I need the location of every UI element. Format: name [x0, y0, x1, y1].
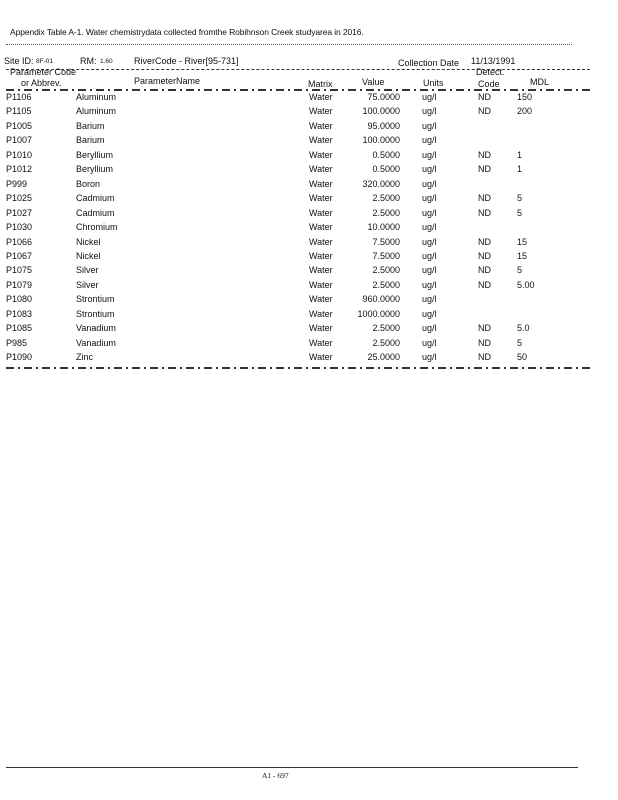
cell-matrix: Water	[309, 207, 333, 218]
cell-detect: ND	[478, 337, 491, 348]
cell-detect: ND	[478, 207, 491, 218]
cell-units: ug/l	[422, 236, 437, 247]
cell-code: P1010	[6, 149, 33, 160]
cell-name: Barium	[76, 135, 105, 146]
footer-rule	[6, 767, 578, 768]
cell-units: ug/l	[422, 106, 437, 117]
cell-code: P999	[6, 178, 28, 189]
col-param-name: ParameterName	[134, 76, 201, 86]
table-row	[0, 251, 618, 266]
cell-code: P1083	[6, 308, 33, 319]
cell-mdl: 5.00	[517, 279, 535, 290]
cell-matrix: Water	[309, 120, 333, 131]
cell-detect: ND	[478, 236, 491, 247]
cell-code: P1066	[6, 236, 33, 247]
cell-detect: ND	[478, 279, 491, 290]
cell-name: Barium	[76, 120, 105, 131]
cell-name: Aluminum	[76, 106, 117, 117]
cell-matrix: Water	[309, 337, 333, 348]
cell-value: 1000.0000	[357, 308, 400, 319]
cell-code: P1007	[6, 135, 33, 146]
table-row	[0, 309, 618, 324]
table-row	[0, 280, 618, 295]
cell-detect: ND	[478, 106, 491, 117]
cell-name: Beryllium	[76, 164, 114, 175]
cell-units: ug/l	[422, 135, 437, 146]
cell-units: ug/l	[422, 352, 437, 363]
page-number: A1 - 697	[262, 771, 289, 780]
cell-detect: ND	[478, 92, 491, 102]
cell-mdl: 5	[517, 265, 523, 276]
cell-code: P1080	[6, 294, 33, 305]
cell-value: 100.0000	[362, 106, 400, 117]
cell-units: ug/l	[422, 120, 437, 131]
col-detect-line2: Code	[478, 79, 500, 89]
table-row	[0, 193, 618, 208]
site-id-value: 8F-01	[36, 58, 53, 65]
cell-name: Zinc	[76, 352, 94, 363]
cell-mdl: 5	[517, 193, 523, 204]
cell-units: ug/l	[422, 193, 437, 204]
table-row	[0, 106, 618, 121]
cell-units: ug/l	[422, 222, 437, 233]
cell-value: 2.5000	[372, 207, 400, 218]
cell-detect: ND	[478, 323, 491, 334]
cell-name: Strontium	[76, 294, 115, 305]
cell-code: P1067	[6, 250, 33, 261]
cell-code: P1079	[6, 279, 33, 290]
cell-matrix: Water	[309, 265, 333, 276]
cell-matrix: Water	[309, 294, 333, 305]
cell-name: Aluminum	[76, 92, 117, 102]
cell-units: ug/l	[422, 308, 437, 319]
cell-code: P1030	[6, 222, 33, 233]
cell-value: 25.0000	[367, 352, 400, 363]
cell-value: 320.0000	[362, 178, 400, 189]
cell-matrix: Water	[309, 178, 333, 189]
cell-name: Boron	[76, 178, 101, 189]
cell-matrix: Water	[309, 164, 333, 175]
table-row	[0, 294, 618, 309]
cell-units: ug/l	[422, 207, 437, 218]
header-divider	[6, 89, 590, 91]
cell-mdl: 5.0	[517, 323, 530, 334]
collection-date-value: 11/13/1991	[471, 56, 516, 66]
cell-detect: ND	[478, 149, 491, 160]
cell-value: 960.0000	[362, 294, 400, 305]
table-row	[0, 92, 618, 107]
cell-matrix: Water	[309, 352, 333, 363]
table-row	[0, 352, 618, 367]
cell-mdl: 200	[517, 106, 533, 117]
cell-value: 2.5000	[372, 323, 400, 334]
cell-name: Cadmium	[76, 207, 115, 218]
cell-units: ug/l	[422, 250, 437, 261]
col-mdl: MDL	[530, 77, 550, 87]
table-bottom-divider	[6, 367, 590, 369]
cell-units: ug/l	[422, 164, 437, 175]
table-row	[0, 164, 618, 179]
cell-name: Beryllium	[76, 149, 114, 160]
table-row	[0, 323, 618, 338]
title-divider	[6, 44, 572, 45]
cell-value: 95.0000	[367, 120, 400, 131]
cell-value: 2.5000	[372, 193, 400, 204]
col-param-code: Parameter Code	[10, 67, 77, 77]
cell-name: Chromium	[76, 222, 118, 233]
cell-value: 75.0000	[367, 92, 400, 102]
table-row	[0, 338, 618, 353]
cell-matrix: Water	[309, 135, 333, 146]
table-row	[0, 265, 618, 280]
cell-detect: ND	[478, 193, 491, 204]
cell-code: P1027	[6, 207, 33, 218]
cell-name: Cadmium	[76, 193, 115, 204]
cell-code: P1085	[6, 323, 33, 334]
cell-mdl: 15	[517, 250, 528, 261]
cell-value: 0.5000	[372, 149, 400, 160]
site-id-label: Site ID:	[4, 56, 34, 66]
cell-code: P1012	[6, 164, 33, 175]
cell-matrix: Water	[309, 222, 333, 233]
cell-code: P1005	[6, 120, 33, 131]
cell-units: ug/l	[422, 279, 437, 290]
cell-mdl: 15	[517, 236, 528, 247]
table-title: Appendix Table A-1. Water chemistrydata collected fromthe Robihnson Creek studyarea in 2016.	[10, 27, 364, 37]
cell-value: 2.5000	[372, 265, 400, 276]
cell-units: ug/l	[422, 265, 437, 276]
cell-mdl: 50	[517, 352, 528, 363]
cell-units: ug/l	[422, 92, 437, 102]
cell-value: 0.5000	[372, 164, 400, 175]
cell-matrix: Water	[309, 323, 333, 334]
cell-units: ug/l	[422, 149, 437, 160]
table-row	[0, 222, 618, 237]
cell-matrix: Water	[309, 193, 333, 204]
table-row	[0, 208, 618, 223]
table-row	[0, 150, 618, 165]
cell-value: 2.5000	[372, 279, 400, 290]
cell-mdl: 1	[517, 149, 523, 160]
cell-name: Vanadium	[76, 337, 116, 348]
cell-code: P985	[6, 337, 28, 348]
cell-code: P1090	[6, 352, 33, 363]
cell-detect: ND	[478, 352, 491, 363]
cell-detect: ND	[478, 265, 491, 276]
cell-value: 7.5000	[372, 250, 400, 261]
col-param-code-line2: or Abbrev.	[21, 78, 62, 88]
cell-matrix: Water	[309, 236, 333, 247]
col-detect: Detect.	[476, 67, 505, 77]
col-matrix: Matrix	[308, 79, 333, 89]
table-row	[0, 237, 618, 252]
cell-matrix: Water	[309, 308, 333, 319]
cell-units: ug/l	[422, 294, 437, 305]
cell-name: Silver	[76, 265, 99, 276]
collection-date-label: Collection Date	[398, 58, 460, 68]
cell-code: P1025	[6, 193, 33, 204]
cell-name: Nickel	[76, 250, 101, 261]
cell-mdl: 5	[517, 337, 523, 348]
cell-name: Vanadium	[76, 323, 116, 334]
cell-mdl: 5	[517, 207, 523, 218]
rm-value: 1.60	[100, 58, 113, 65]
cell-code: P1106	[6, 92, 32, 102]
col-value: Value	[362, 77, 385, 87]
river-code: RiverCode - River[95-731]	[134, 56, 239, 66]
cell-value: 100.0000	[362, 135, 400, 146]
cell-mdl: 1	[517, 164, 523, 175]
cell-matrix: Water	[309, 149, 333, 160]
cell-units: ug/l	[422, 337, 437, 348]
cell-value: 7.5000	[372, 236, 400, 247]
cell-matrix: Water	[309, 92, 333, 102]
cell-value: 2.5000	[372, 337, 400, 348]
cell-matrix: Water	[309, 279, 333, 290]
col-units: Units	[423, 78, 444, 88]
table-row	[0, 179, 618, 194]
table-row	[0, 135, 618, 150]
cell-detect: ND	[478, 164, 491, 175]
cell-units: ug/l	[422, 178, 437, 189]
cell-code: P1105	[6, 106, 32, 117]
cell-matrix: Water	[309, 250, 333, 261]
cell-name: Strontium	[76, 308, 115, 319]
cell-code: P1075	[6, 265, 33, 276]
cell-value: 10.0000	[367, 222, 400, 233]
cell-name: Silver	[76, 279, 99, 290]
cell-detect: ND	[478, 250, 491, 261]
cell-name: Nickel	[76, 236, 101, 247]
table-row	[0, 121, 618, 136]
rm-label: RM:	[80, 56, 97, 66]
cell-mdl: 150	[517, 92, 533, 102]
cell-units: ug/l	[422, 323, 437, 334]
cell-matrix: Water	[309, 106, 333, 117]
